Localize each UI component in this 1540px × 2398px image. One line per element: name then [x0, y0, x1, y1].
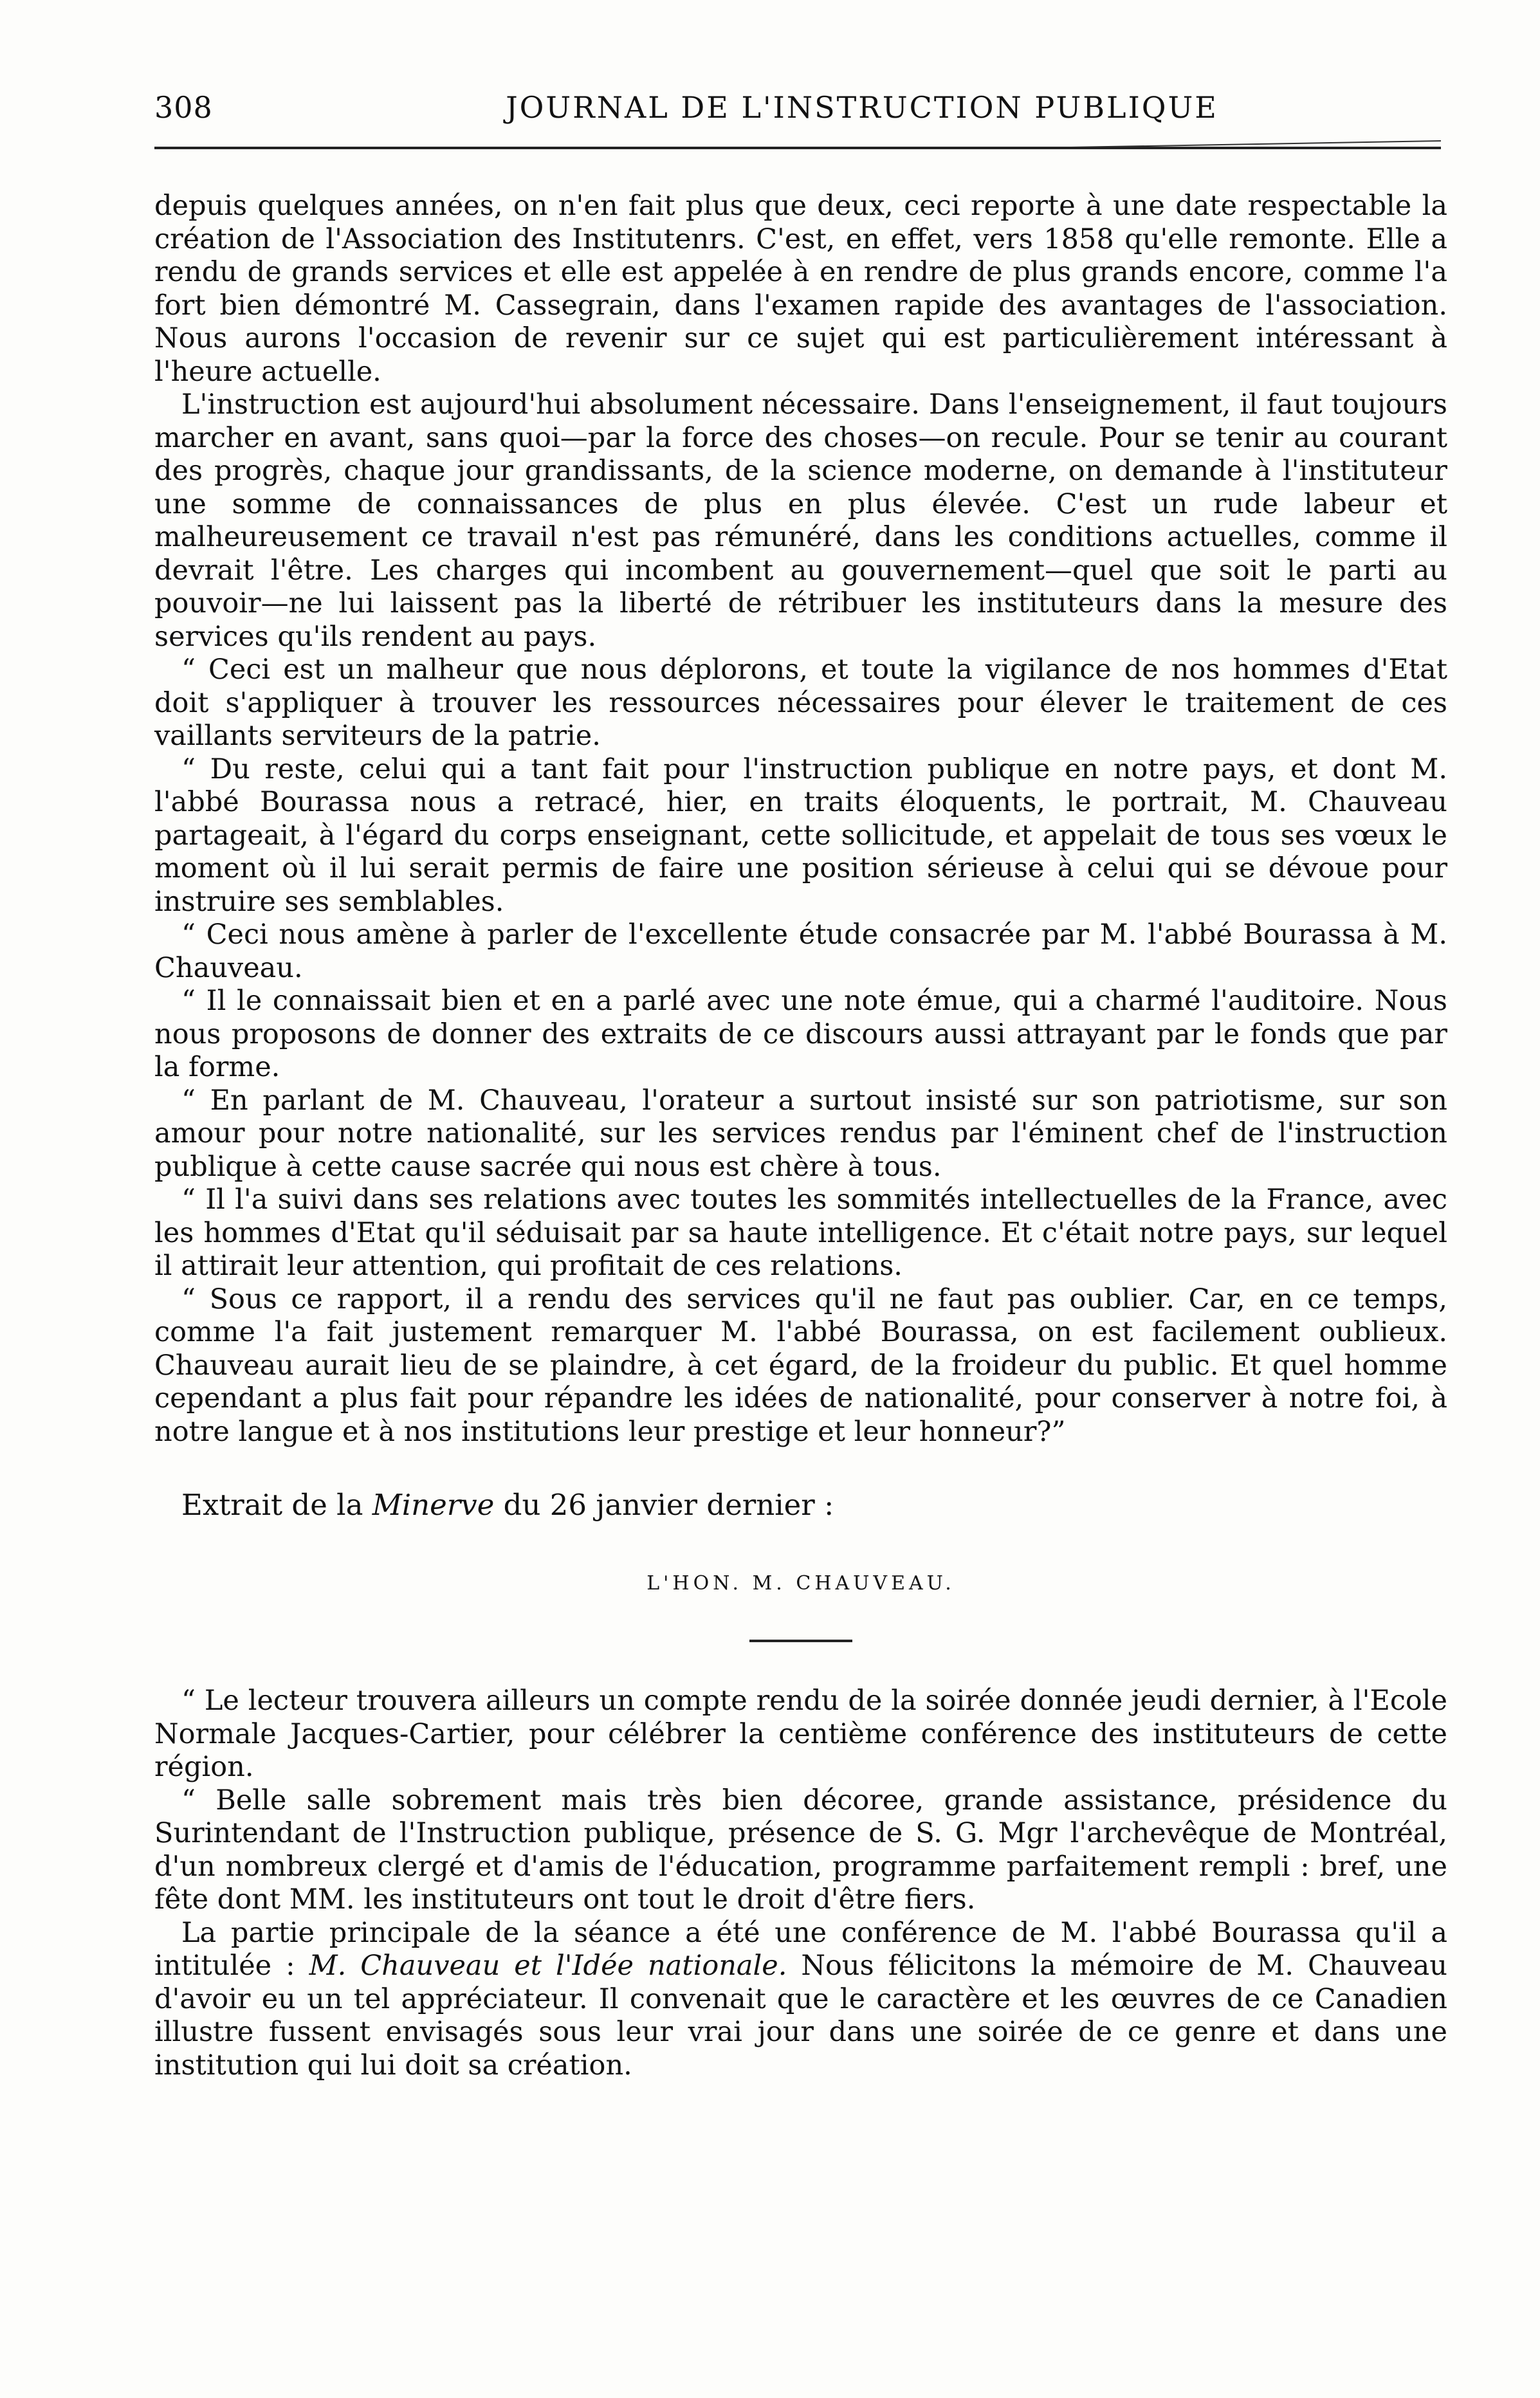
final-paragraph-after: Nous félicitons la mémoire de M. Chauveau d'avoir eu un tel appréciateur. Il convenait que le caractère et les œuvres de ce Canadien illustre fussent envisagés sous leur vrai jour dans une soirée de ce genre et dans une institution qui lui doit sa création. — [154, 1950, 1447, 2082]
final-paragraph — [154, 1917, 1447, 2083]
extract-intro — [154, 1488, 1447, 1522]
spacer — [154, 1522, 1447, 1567]
paragraph: “ Ceci nous amène à parler de l'excellente étude consacrée par M. l'abbé Bourassa à M. Chauveau. — [154, 919, 1447, 984]
paragraph: “ Du reste, celui qui a tant fait pour l'instruction publique en notre pays, et dont M. l'abbé Bourassa nous a retracé, hier, en traits éloquents, le portrait, M. Chauveau partageait, à l'égard du corps enseignant, cette sollicitude, et appelait de tous ses vœux le moment où il lui serait permis de faire une position sérieuse à celui qui se dévoue pour instruire ses semblables. — [154, 753, 1447, 918]
paragraph: “ Le lecteur trouvera ailleurs un compte rendu de la soirée donnée jeudi dernier, à l'Ecole Normale Jacques-Cartier, pour célébrer la centième conférence des instituteurs de cette région. — [154, 1685, 1447, 1783]
spacer — [154, 1449, 1447, 1488]
page-number: 308 — [154, 90, 213, 125]
paragraph: “ Il le connaissait bien et en a parlé avec une note émue, qui a charmé l'auditoire. Nous nous proposons de donner des extraits de ce discours aussi attrayant par le fonds que par la forme. — [154, 985, 1447, 1083]
header-rule — [154, 147, 1441, 149]
journal-name: Minerve — [372, 1488, 495, 1522]
article-body — [154, 190, 1447, 2082]
paragraph: “ En parlant de M. Chauveau, l'orateur a surtout insisté sur son patriotisme, sur son amour pour notre nationalité, sur les services rendus par l'éminent chef de l'instruction publique à cette cause sacrée qui nous est chère à tous. — [154, 1084, 1447, 1183]
paragraph: depuis quelques années, on n'en fait plus que deux, ceci reporte à une date respectable la création de l'Association des Institutenrs. C'est, en effet, vers 1858 qu'elle remonte. Elle a rendu de grands services et elle est appelée à en rendre de plus grands encore, comme l'a fort bien démontré M. Cassegrain, dans l'examen rapide des avantages de l'association. Nous aurons l'occasion de revenir sur ce sujet qui est particulièrement intéressant à l'heure actuelle. — [154, 190, 1447, 388]
extract-intro-after: du 26 janvier dernier : — [494, 1488, 834, 1522]
spacer — [154, 1642, 1447, 1685]
section-title: L'HON. M. CHAUVEAU. — [646, 1571, 955, 1595]
running-head: JOURNAL DE L'INSTRUCTION PUBLIQUE — [506, 90, 1218, 125]
extract-intro-before: Extrait de la — [181, 1488, 372, 1522]
spacer — [154, 1600, 1447, 1640]
paragraph: L'instruction est aujourd'hui absolument nécessaire. Dans l'enseignement, il faut toujours marcher en avant, sans quoi—par la force des choses—on recule. Pour se tenir au courant des progrès, chaque jour grandissants, de la science moderne, on demande à l'instituteur une somme de connaissances de plus en plus élevée. C'est un rude labeur et malheureusement ce travail n'est pas rémunéré, dans les conditions actuelles, comme il devrait l'être. Les charges qui incombent au gouvernement—quel que soit le parti au pouvoir—ne lui laissent pas la liberté de rétribuer les instituteurs dans la mesure des services qu'ils rendent au pays. — [154, 389, 1447, 653]
final-paragraph-before: La partie principale de la séance a été une conférence de M. l'abbé Bourassa qu'il a intitulée : — [154, 1916, 1447, 1982]
page-header — [154, 90, 1441, 142]
lecture-title: M. Chauveau et l'Idée nationale. — [309, 1950, 787, 1982]
paragraph: “ Belle salle sobrement mais très bien décoree, grande assistance, présidence du Surintendant de l'Instruction publique, présence de S. G. Mgr l'archevêque de Montréal, d'un nombreux clergé et d'amis de l'éducation, programme parfaitement rempli : bref, une fête dont MM. les instituteurs ont tout le droit d'être fiers. — [154, 1784, 1447, 1916]
paragraph: “ Sous ce rapport, il a rendu des services qu'il ne faut pas oublier. Car, en ce temps, comme l'a fait justement remarquer M. l'abbé Bourassa, on est facilement oublieux. Chauveau aurait lieu de se plaindre, à cet égard, de la froideur du public. Et quel homme cependant a plus fait pour répandre les idées de nationalité, pour conserver à notre foi, à notre langue et à nos institutions leur prestige et leur honneur?” — [154, 1283, 1447, 1448]
paragraph: “ Ceci est un malheur que nous déplorons, et toute la vigilance de nos hommes d'Etat doit s'appliquer à trouver les ressources nécessaires pour élever le traitement de ces vaillants serviteurs de la patrie. — [154, 654, 1447, 752]
paragraph: “ Il l'a suivi dans ses relations avec toutes les sommités intellectuelles de la France, avec les hommes d'Etat qu'il séduisait par sa haute intelligence. Et c'était notre pays, sur lequel il attirait leur attention, qui profitait de ces relations. — [154, 1184, 1447, 1282]
